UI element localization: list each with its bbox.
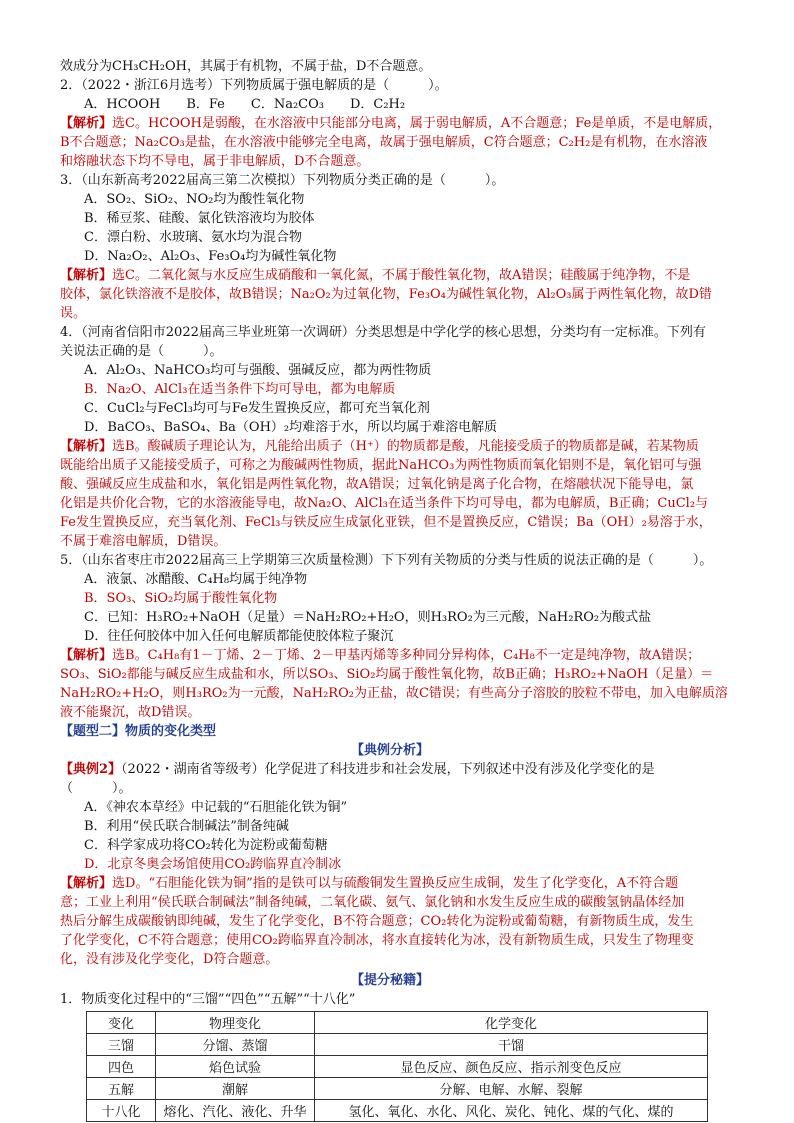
option-3c: C．漂白粉、水玻璃、氨水均为混合物 xyxy=(84,230,302,245)
text-line: 关说法正确的是（ ）。 xyxy=(60,344,223,359)
question-4: 4．（河南省信阳市2022届高三毕业班第一次调研）分类思想是中学化学的核心思想，分类均有一定标准。下列有 xyxy=(60,325,706,340)
table-cell: 氢化、氧化、水化、风化、炭化、钝化、煤的气化、煤的 xyxy=(315,1100,708,1122)
text-line: 误。 xyxy=(60,306,87,321)
table-row xyxy=(87,1034,708,1056)
analysis-2: 【解析】选C。HCOOH是弱酸，在水溶液中只能部分电离，属于弱电解质，A不合题意；Fe是单质，不是电解质， xyxy=(60,116,722,131)
heading-tips: 【提分秘籍】 xyxy=(350,973,429,988)
table-header-cell: 物理变化 xyxy=(156,1012,315,1034)
analysis-tag: 【解析】 xyxy=(60,268,113,283)
options-2: A．HCOOH B．Fe C．Na₂CO₃ D．C₂H₂ xyxy=(84,97,406,112)
option-ex-c: C．科学家成功将CO₂转化为淀粉或葡萄糖 xyxy=(84,838,328,853)
analysis-tag: 【解析】 xyxy=(60,648,113,663)
analysis-tag: 【解析】 xyxy=(60,116,113,131)
table-cell: 分解、电解、水解、裂解 xyxy=(315,1078,708,1100)
option-5b: B．SO₃、SiO₂均属于酸性氧化物 xyxy=(84,591,278,606)
table-cell: 焰色试验 xyxy=(156,1056,315,1078)
text-line: 意；工业上利用“侯氏联合制碱法”制备纯碱，二氧化碳、氨气、氯化钠和水发生反应生成的碳酸氢钠晶体经加 xyxy=(60,895,685,910)
analysis-4: 【解析】选B。酸碱质子理论认为，凡能给出质子（H⁺）的物质都是酸，凡能接受质子的物质都是碱，若某物质 xyxy=(60,439,699,454)
option-4a: A．Al₂O₃、NaHCO₃均可与强酸、强碱反应，都为两性物质 xyxy=(84,363,432,378)
text-line: 液不能聚沉，故D错误。 xyxy=(60,705,201,720)
text-line: 和熔融状态下均不导电，属于非电解质，D不合题意。 xyxy=(60,154,370,169)
example-tag: 【典例2】 xyxy=(60,762,122,777)
text-line: 化铝是共价化合物，它的水溶液能导电，故Na₂O、AlCl₃在适当条件下均可导电，都为电解质，B正确；CuCl₂与 xyxy=(60,496,709,511)
table-cell: 四色 xyxy=(87,1056,156,1078)
text-line: NaH₂RO₂+H₂O，则H₃RO₂为一元酸，NaH₂RO₂为正盐，故C错误；有些高分子溶胶的胶粒不带电，加入电解质溶 xyxy=(60,686,728,701)
analysis-ex: 【解析】选D。“石胆能化铁为铜”指的是铁可以与硫酸铜发生置换反应生成铜，发生了化学变化，A不符合题 xyxy=(60,876,679,891)
table-row xyxy=(87,1078,708,1100)
text-line: SO₃、SiO₂都能与碱反应生成盐和水，所以SO₃、SiO₂均属于酸性氧化物，故B正确；H₃RO₂+NaOH（足量）＝ xyxy=(60,667,714,682)
table-cell: 十八化 xyxy=(87,1100,156,1122)
change-type-table xyxy=(86,1011,708,1122)
example-2: 【典例2】（2022・湖南省等级考）化学促进了科技进步和社会发展，下列叙述中没有涉及化学变化的是 xyxy=(60,762,655,777)
option-ex-d: D．北京冬奥会场馆使用CO₂跨临界直冷制冰 xyxy=(84,857,342,872)
text-line: 效成分为CH₃CH₂OH，其属于有机物，不属于盐，D不合题意。 xyxy=(60,59,432,74)
analysis-3: 【解析】选C。二氧化氮与水反应生成硝酸和一氧化氮，不属于酸性氧化物，故A错误；硅酸属于纯净物，不是 xyxy=(60,268,691,283)
question-3: 3．（山东新高考2022届高三第二次模拟）下列物质分类正确的是（ ）。 xyxy=(60,173,505,188)
table-cell: 熔化、汽化、液化、升华 xyxy=(156,1100,315,1122)
option-3a: A．SO₂、SiO₂、NO₂均为酸性氧化物 xyxy=(84,192,305,207)
text-line: 酸、强碱反应生成盐和水，氧化铝是两性氧化物，故A错误；过氧化钠是离子化合物，在熔融状况下能导电，氯 xyxy=(60,477,694,492)
table-cell: 干馏 xyxy=(315,1034,708,1056)
analysis-tag: 【解析】 xyxy=(60,439,113,454)
option-3d: D．Na₂O₂、Al₂O₃、Fe₃O₄均为碱性氧化物 xyxy=(84,249,337,264)
option-4c: C．CuCl₂与FeCl₃均可与Fe发生置换反应，都可充当氧化剂 xyxy=(84,401,430,416)
text-line: 了化学变化，C不符合题意；使用CO₂跨临界直冷制冰，将水直接转化为冰，没有新物质生成，只发生了物理变 xyxy=(60,933,694,948)
option-5c: C．已知：H₃RO₂+NaOH（足量）＝NaH₂RO₂+H₂O，则H₃RO₂为三元酸，NaH₂RO₂为酸式盐 xyxy=(84,610,652,625)
question-2: 2．（2022・浙江6月选考）下列物质属于强电解质的是（ ）。 xyxy=(60,78,448,93)
analysis-tag: 【解析】 xyxy=(60,876,113,891)
text-line: 不属于难溶电解质，D错误。 xyxy=(60,534,227,549)
table-header-row xyxy=(87,1012,708,1034)
text-line: 化，没有涉及化学变化，D符合题意。 xyxy=(60,952,279,967)
option-ex-a: A．《神农本草经》中记载的“石胆能化铁为铜” xyxy=(84,800,348,815)
option-3b: B．稀豆浆、硅酸、氯化铁溶液均为胶体 xyxy=(84,211,315,226)
table-cell: 三馏 xyxy=(87,1034,156,1056)
table-cell: 分馏、蒸馏 xyxy=(156,1034,315,1056)
option-ex-b: B．利用“侯氏联合制碱法”制备纯碱 xyxy=(84,819,289,834)
table-cell: 潮解 xyxy=(156,1078,315,1100)
table-header-cell: 化学变化 xyxy=(315,1012,708,1034)
table-cell: 显色反应、颜色反应、指示剂变色反应 xyxy=(315,1056,708,1078)
option-4b: B．Na₂O、AlCl₃在适当条件下均可导电，都为电解质 xyxy=(84,382,396,397)
tips-item-1: 1．物质变化过程中的“三馏”“四色”“五解”“十八化” xyxy=(60,992,356,1007)
table-cell: 五解 xyxy=(87,1078,156,1100)
option-4d: D．BaCO₃、BaSO₄、Ba（OH）₂均难溶于水，所以均属于难溶电解质 xyxy=(84,420,498,435)
text-line: 胶体，氯化铁溶液不是胶体，故B错误；Na₂O₂为过氧化物，Fe₃O₄为碱性氧化物，Al₂O₃属于两性氧化物，故D错 xyxy=(60,287,712,302)
text-line: 热后分解生成碳酸钠即纯碱，发生了化学变化，B不符合题意；CO₂转化为淀粉或葡萄糖，有新物质生成，发生 xyxy=(60,914,694,929)
analysis-5: 【解析】选B。C₄H₈有1－丁烯、2－丁烯、2－甲基丙烯等多种同分异构体，C₄H₈不一定是纯净物，故A错误； xyxy=(60,648,701,663)
option-5a: A．液氯、冰醋酸、C₄H₈均属于纯净物 xyxy=(84,572,308,587)
question-5: 5．（山东省枣庄市2022届高三上学期第三次质量检测）下下列有关物质的分类与性质的说法正确的是（ ）。 xyxy=(60,553,713,568)
table-header-cell: 变化 xyxy=(87,1012,156,1034)
option-5d: D．往任何胶体中加入任何电解质都能使胶体粒子聚沉 xyxy=(84,629,394,644)
heading-typical-analysis: 【典例分析】 xyxy=(350,743,429,758)
text-line: （ ）。 xyxy=(60,781,132,796)
text-line: B不合题意；Na₂CO₃是盐，在水溶液中能够完全电离，故属于强电解质，C符合题意；C₂H₂是有机物，在水溶液 xyxy=(60,135,708,150)
text-line: 既能给出质子又能接受质子，可称之为酸碱两性物质，据此NaHCO₃为两性物质而氧化铝则不是，氧化铝可与强 xyxy=(60,458,702,473)
section-heading-type-2: 【题型二】物质的变化类型 xyxy=(60,724,217,739)
text-line: Fe发生置换反应，充当氧化剂、FeCl₃与铁反应生成氯化亚铁，但不是置换反应，C错误；Ba（OH）₂易溶于水， xyxy=(60,515,712,530)
table-row xyxy=(87,1056,708,1078)
table-row xyxy=(87,1100,708,1122)
